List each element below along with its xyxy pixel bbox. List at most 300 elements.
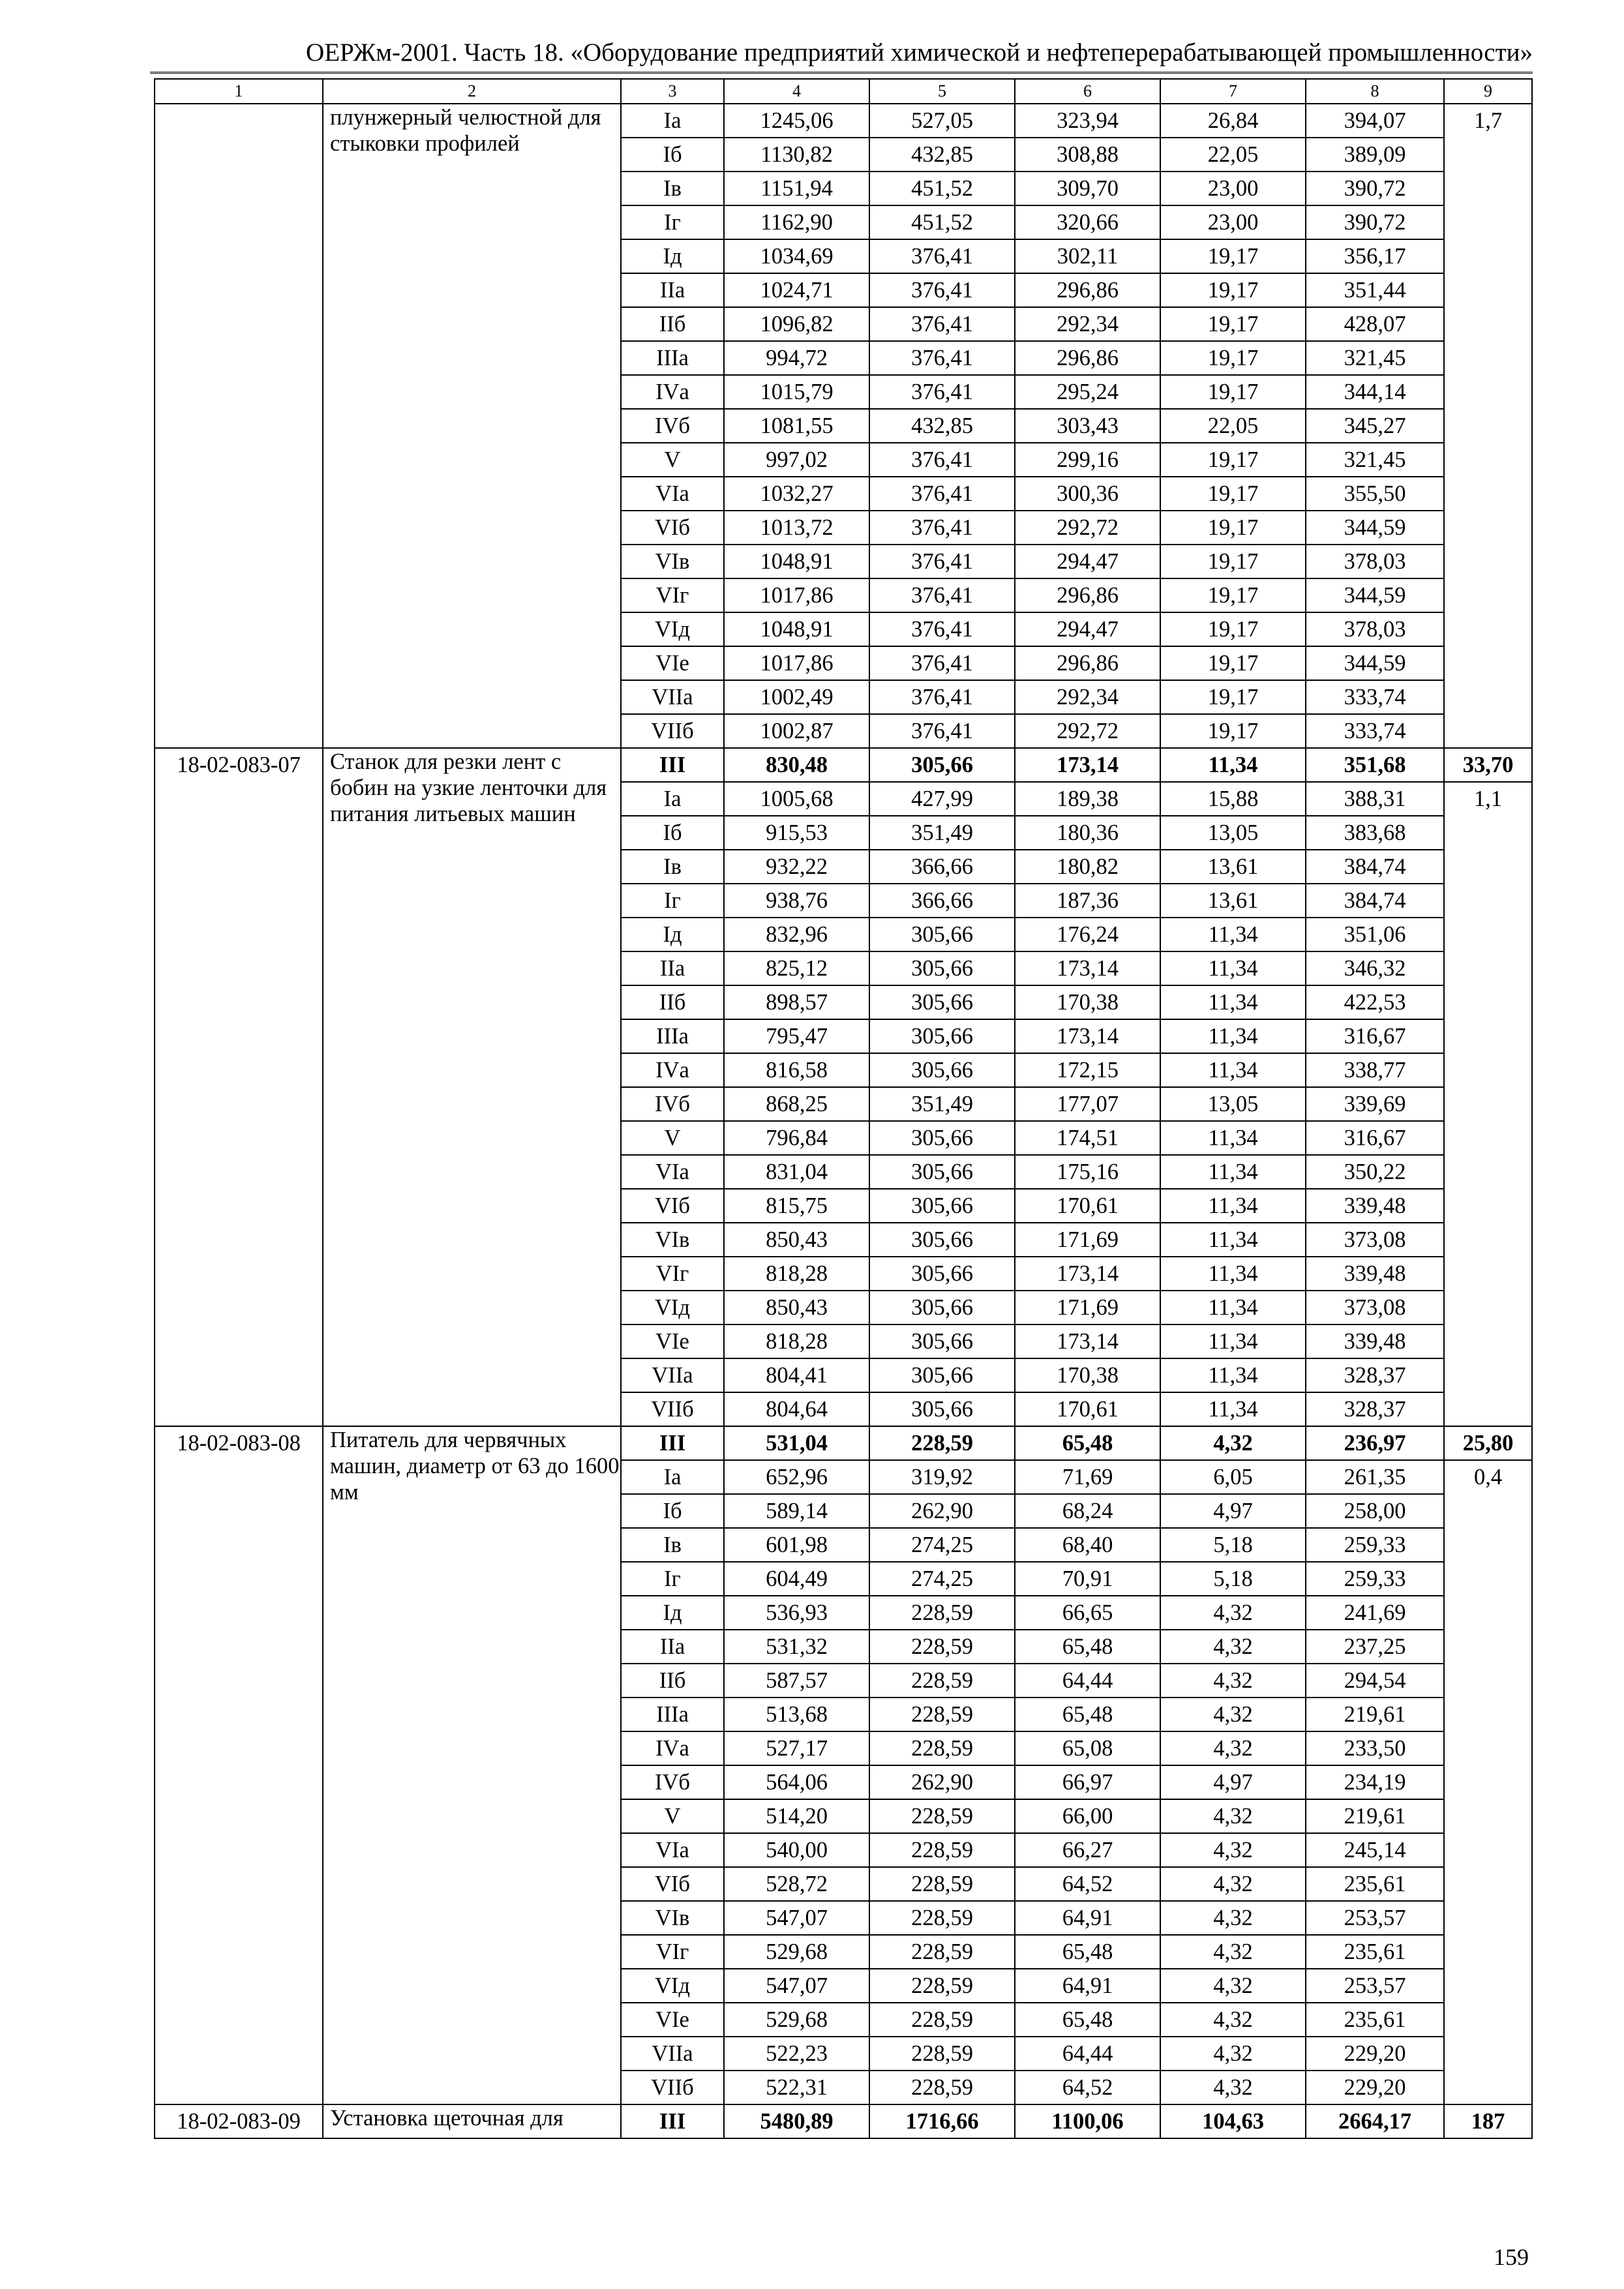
value-cell: 339,48 — [1306, 1257, 1444, 1291]
zone-cell: Iа — [621, 1460, 724, 1494]
zone-cell: IVб — [621, 409, 724, 443]
value-cell: 189,38 — [1015, 782, 1160, 816]
value-cell: 1015,79 — [724, 375, 869, 409]
zone-cell: Iа — [621, 782, 724, 816]
value-cell: 346,32 — [1306, 951, 1444, 985]
value-cell: 601,98 — [724, 1528, 869, 1562]
value-cell: 296,86 — [1015, 578, 1160, 612]
value-cell: 170,38 — [1015, 1358, 1160, 1392]
equipment-name: плунжерный челюстной для стыковки профилей — [323, 104, 621, 748]
value-cell: 4,32 — [1160, 2037, 1306, 2071]
value-cell: 4,32 — [1160, 1799, 1306, 1833]
zone-cell: IIа — [621, 273, 724, 307]
coefficient-cell: 1,7 — [1444, 104, 1532, 748]
value-cell: 451,52 — [869, 172, 1015, 205]
value-cell: 376,41 — [869, 477, 1015, 511]
value-cell: 296,86 — [1015, 341, 1160, 375]
zone-cell: VIIа — [621, 2037, 724, 2071]
value-cell: 938,76 — [724, 884, 869, 918]
value-cell: 804,64 — [724, 1392, 869, 1426]
value-cell: 345,27 — [1306, 409, 1444, 443]
value-cell: 300,36 — [1015, 477, 1160, 511]
value-cell: 376,41 — [869, 714, 1015, 748]
zone-cell: VIг — [621, 578, 724, 612]
value-cell: 173,14 — [1015, 1257, 1160, 1291]
coefficient-cell: 1,1 — [1444, 782, 1532, 1426]
value-cell: 1002,49 — [724, 680, 869, 714]
rate-code: 18-02-083-09 — [155, 2104, 323, 2138]
value-cell: 65,48 — [1015, 2003, 1160, 2037]
zone-cell: Iб — [621, 816, 724, 850]
value-cell: 994,72 — [724, 341, 869, 375]
value-cell: 376,41 — [869, 612, 1015, 646]
zone-cell: III — [621, 1426, 724, 1460]
value-cell: 547,07 — [724, 1969, 869, 2003]
value-cell: 26,84 — [1160, 104, 1306, 138]
value-cell: 11,34 — [1160, 1324, 1306, 1358]
value-cell: 305,66 — [869, 1019, 1015, 1053]
value-cell: 796,84 — [724, 1121, 869, 1155]
value-cell: 11,34 — [1160, 951, 1306, 985]
value-cell: 305,66 — [869, 1392, 1015, 1426]
value-cell: 299,16 — [1015, 443, 1160, 477]
column-number: 4 — [724, 79, 869, 104]
value-cell: 305,66 — [869, 1257, 1015, 1291]
value-cell: 229,20 — [1306, 2071, 1444, 2104]
value-cell: 294,47 — [1015, 612, 1160, 646]
value-cell: 366,66 — [869, 884, 1015, 918]
zone-cell: Iг — [621, 1562, 724, 1596]
value-cell: 4,32 — [1160, 1596, 1306, 1630]
value-cell: 339,48 — [1306, 1189, 1444, 1223]
value-cell: 373,08 — [1306, 1291, 1444, 1324]
value-cell: 4,32 — [1160, 1731, 1306, 1765]
value-cell: 305,66 — [869, 1324, 1015, 1358]
value-cell: 296,86 — [1015, 273, 1160, 307]
page-number: 159 — [1494, 2244, 1529, 2270]
value-cell: 228,59 — [869, 1731, 1015, 1765]
value-cell: 522,23 — [724, 2037, 869, 2071]
value-cell: 305,66 — [869, 1053, 1015, 1087]
value-cell: 261,35 — [1306, 1460, 1444, 1494]
value-cell: 344,59 — [1306, 578, 1444, 612]
value-cell: 13,61 — [1160, 884, 1306, 918]
column-number: 1 — [155, 79, 323, 104]
value-cell: 4,97 — [1160, 1765, 1306, 1799]
value-cell: 302,11 — [1015, 239, 1160, 273]
zone-cell: VIд — [621, 1969, 724, 2003]
value-cell: 5,18 — [1160, 1562, 1306, 1596]
value-cell: 228,59 — [869, 2037, 1015, 2071]
coefficient-cell: 25,80 — [1444, 1426, 1532, 1460]
zone-cell: IVб — [621, 1765, 724, 1799]
zone-cell: Iб — [621, 138, 724, 172]
value-cell: 373,08 — [1306, 1223, 1444, 1257]
value-cell: 514,20 — [724, 1799, 869, 1833]
zone-cell: III — [621, 2104, 724, 2138]
equipment-name: Питатель для червячных машин, диаметр от 63 до 1600 мм — [323, 1426, 621, 2104]
zone-cell: IIб — [621, 985, 724, 1019]
value-cell: 305,66 — [869, 1291, 1015, 1324]
value-cell: 292,72 — [1015, 714, 1160, 748]
value-cell: 292,72 — [1015, 511, 1160, 545]
zone-cell: VIа — [621, 1833, 724, 1867]
zone-cell: VIв — [621, 1223, 724, 1257]
value-cell: 1032,27 — [724, 477, 869, 511]
value-cell: 245,14 — [1306, 1833, 1444, 1867]
column-number-row — [155, 79, 1532, 104]
value-cell: 366,66 — [869, 850, 1015, 884]
value-cell: 68,24 — [1015, 1494, 1160, 1528]
value-cell: 305,66 — [869, 951, 1015, 985]
value-cell: 19,17 — [1160, 680, 1306, 714]
value-cell: 228,59 — [869, 1596, 1015, 1630]
value-cell: 305,66 — [869, 1155, 1015, 1189]
zone-cell: Iб — [621, 1494, 724, 1528]
value-cell: 305,66 — [869, 1358, 1015, 1392]
value-cell: 832,96 — [724, 918, 869, 951]
value-cell: 915,53 — [724, 816, 869, 850]
value-cell: 11,34 — [1160, 1257, 1306, 1291]
value-cell: 64,52 — [1015, 2071, 1160, 2104]
value-cell: 173,14 — [1015, 951, 1160, 985]
value-cell: 305,66 — [869, 985, 1015, 1019]
coefficient-cell: 33,70 — [1444, 748, 1532, 782]
value-cell: 4,97 — [1160, 1494, 1306, 1528]
value-cell: 1162,90 — [724, 205, 869, 239]
value-cell: 262,90 — [869, 1765, 1015, 1799]
coefficient-cell: 187 — [1444, 2104, 1532, 2138]
value-cell: 652,96 — [724, 1460, 869, 1494]
value-cell: 351,44 — [1306, 273, 1444, 307]
value-cell: 4,32 — [1160, 1901, 1306, 1935]
value-cell: 22,05 — [1160, 138, 1306, 172]
column-number: 5 — [869, 79, 1015, 104]
value-cell: 174,51 — [1015, 1121, 1160, 1155]
value-cell: 351,49 — [869, 1087, 1015, 1121]
zone-cell: IIб — [621, 1664, 724, 1698]
zone-cell: IIб — [621, 307, 724, 341]
zone-cell: VIб — [621, 511, 724, 545]
value-cell: 64,44 — [1015, 1664, 1160, 1698]
value-cell: 11,34 — [1160, 1223, 1306, 1257]
value-cell: 23,00 — [1160, 172, 1306, 205]
value-cell: 394,07 — [1306, 104, 1444, 138]
value-cell: 11,34 — [1160, 1121, 1306, 1155]
zone-cell: VIIб — [621, 714, 724, 748]
value-cell: 4,32 — [1160, 2071, 1306, 2104]
value-cell: 376,41 — [869, 511, 1015, 545]
value-cell: 4,32 — [1160, 2003, 1306, 2037]
value-cell: 529,68 — [724, 2003, 869, 2037]
value-cell: 219,61 — [1306, 1698, 1444, 1731]
value-cell: 171,69 — [1015, 1291, 1160, 1324]
zone-cell: Iг — [621, 205, 724, 239]
value-cell: 344,59 — [1306, 511, 1444, 545]
value-cell: 309,70 — [1015, 172, 1160, 205]
value-cell: 428,07 — [1306, 307, 1444, 341]
value-cell: 171,69 — [1015, 1223, 1160, 1257]
value-cell: 19,17 — [1160, 375, 1306, 409]
column-number: 7 — [1160, 79, 1306, 104]
value-cell: 339,69 — [1306, 1087, 1444, 1121]
value-cell: 71,69 — [1015, 1460, 1160, 1494]
value-cell: 1002,87 — [724, 714, 869, 748]
value-cell: 11,34 — [1160, 985, 1306, 1019]
value-cell: 19,17 — [1160, 307, 1306, 341]
value-cell: 529,68 — [724, 1935, 869, 1969]
value-cell: 378,03 — [1306, 545, 1444, 578]
value-cell: 527,05 — [869, 104, 1015, 138]
value-cell: 451,52 — [869, 205, 1015, 239]
zone-cell: Iд — [621, 239, 724, 273]
column-number: 8 — [1306, 79, 1444, 104]
value-cell: 868,25 — [724, 1087, 869, 1121]
value-cell: 19,17 — [1160, 273, 1306, 307]
value-cell: 818,28 — [724, 1324, 869, 1358]
value-cell: 339,48 — [1306, 1324, 1444, 1358]
value-cell: 228,59 — [869, 1630, 1015, 1664]
value-cell: 11,34 — [1160, 918, 1306, 951]
value-cell: 818,28 — [724, 1257, 869, 1291]
value-cell: 320,66 — [1015, 205, 1160, 239]
column-number: 2 — [323, 79, 621, 104]
value-cell: 305,66 — [869, 1223, 1015, 1257]
value-cell: 795,47 — [724, 1019, 869, 1053]
value-cell: 323,94 — [1015, 104, 1160, 138]
value-cell: 528,72 — [724, 1867, 869, 1901]
value-cell: 1024,71 — [724, 273, 869, 307]
value-cell: 1096,82 — [724, 307, 869, 341]
zone-cell: IVа — [621, 375, 724, 409]
zone-cell: VIд — [621, 1291, 724, 1324]
rate-code — [155, 104, 323, 748]
value-cell: 4,32 — [1160, 1426, 1306, 1460]
zone-cell: V — [621, 1799, 724, 1833]
value-cell: 66,97 — [1015, 1765, 1160, 1799]
value-cell: 305,66 — [869, 918, 1015, 951]
value-cell: 589,14 — [724, 1494, 869, 1528]
value-cell: 228,59 — [869, 1426, 1015, 1460]
zone-cell: Iв — [621, 850, 724, 884]
value-cell: 11,34 — [1160, 748, 1306, 782]
value-cell: 5,18 — [1160, 1528, 1306, 1562]
table-row — [155, 748, 1532, 782]
value-cell: 65,08 — [1015, 1731, 1160, 1765]
value-cell: 228,59 — [869, 1969, 1015, 2003]
zone-cell: Iв — [621, 1528, 724, 1562]
zone-cell: Iг — [621, 884, 724, 918]
value-cell: 172,15 — [1015, 1053, 1160, 1087]
value-cell: 13,05 — [1160, 816, 1306, 850]
value-cell: 305,66 — [869, 1121, 1015, 1155]
value-cell: 378,03 — [1306, 612, 1444, 646]
zone-cell: IIIа — [621, 341, 724, 375]
value-cell: 19,17 — [1160, 578, 1306, 612]
rates-table — [154, 78, 1533, 2139]
value-cell: 274,25 — [869, 1562, 1015, 1596]
value-cell: 173,14 — [1015, 1019, 1160, 1053]
zone-cell: V — [621, 443, 724, 477]
value-cell: 831,04 — [724, 1155, 869, 1189]
value-cell: 351,06 — [1306, 918, 1444, 951]
value-cell: 1017,86 — [724, 646, 869, 680]
value-cell: 333,74 — [1306, 714, 1444, 748]
value-cell: 66,00 — [1015, 1799, 1160, 1833]
value-cell: 351,49 — [869, 816, 1015, 850]
value-cell: 531,32 — [724, 1630, 869, 1664]
value-cell: 376,41 — [869, 646, 1015, 680]
value-cell: 356,17 — [1306, 239, 1444, 273]
value-cell: 355,50 — [1306, 477, 1444, 511]
value-cell: 422,53 — [1306, 985, 1444, 1019]
value-cell: 1034,69 — [724, 239, 869, 273]
value-cell: 4,32 — [1160, 1698, 1306, 1731]
zone-cell: IVа — [621, 1053, 724, 1087]
value-cell: 228,59 — [869, 1664, 1015, 1698]
zone-cell: Iв — [621, 172, 724, 205]
value-cell: 547,07 — [724, 1901, 869, 1935]
zone-cell: VIIа — [621, 680, 724, 714]
zone-cell: IIIа — [621, 1698, 724, 1731]
value-cell: 5480,89 — [724, 2104, 869, 2138]
value-cell: 1151,94 — [724, 172, 869, 205]
value-cell: 376,41 — [869, 273, 1015, 307]
zone-cell: VIд — [621, 612, 724, 646]
value-cell: 384,74 — [1306, 850, 1444, 884]
value-cell: 816,58 — [724, 1053, 869, 1087]
value-cell: 536,93 — [724, 1596, 869, 1630]
value-cell: 177,07 — [1015, 1087, 1160, 1121]
value-cell: 19,17 — [1160, 239, 1306, 273]
value-cell: 296,86 — [1015, 646, 1160, 680]
value-cell: 173,14 — [1015, 748, 1160, 782]
zone-cell: VIа — [621, 477, 724, 511]
zone-cell: Iд — [621, 918, 724, 951]
equipment-name: Установка щеточная для — [323, 2104, 621, 2138]
value-cell: 527,17 — [724, 1731, 869, 1765]
value-cell: 932,22 — [724, 850, 869, 884]
value-cell: 308,88 — [1015, 138, 1160, 172]
value-cell: 321,45 — [1306, 443, 1444, 477]
value-cell: 11,34 — [1160, 1189, 1306, 1223]
zone-cell: VIв — [621, 1901, 724, 1935]
value-cell: 564,06 — [724, 1765, 869, 1799]
value-cell: 4,32 — [1160, 1630, 1306, 1664]
zone-cell: IIа — [621, 1630, 724, 1664]
value-cell: 4,32 — [1160, 1664, 1306, 1698]
value-cell: 850,43 — [724, 1223, 869, 1257]
value-cell: 850,43 — [724, 1291, 869, 1324]
zone-cell: IVб — [621, 1087, 724, 1121]
value-cell: 22,05 — [1160, 409, 1306, 443]
value-cell: 187,36 — [1015, 884, 1160, 918]
value-cell: 228,59 — [869, 1867, 1015, 1901]
value-cell: 233,50 — [1306, 1731, 1444, 1765]
value-cell: 11,34 — [1160, 1291, 1306, 1324]
value-cell: 235,61 — [1306, 1935, 1444, 1969]
value-cell: 319,92 — [869, 1460, 1015, 1494]
value-cell: 513,68 — [724, 1698, 869, 1731]
column-number: 9 — [1444, 79, 1532, 104]
value-cell: 898,57 — [724, 985, 869, 1019]
zone-cell: VIг — [621, 1257, 724, 1291]
zone-cell: VIIа — [621, 1358, 724, 1392]
value-cell: 19,17 — [1160, 477, 1306, 511]
value-cell: 11,34 — [1160, 1053, 1306, 1087]
value-cell: 19,17 — [1160, 612, 1306, 646]
value-cell: 604,49 — [724, 1562, 869, 1596]
column-number: 6 — [1015, 79, 1160, 104]
zone-cell: IIа — [621, 951, 724, 985]
value-cell: 388,31 — [1306, 782, 1444, 816]
value-cell: 253,57 — [1306, 1901, 1444, 1935]
value-cell: 11,34 — [1160, 1392, 1306, 1426]
value-cell: 228,59 — [869, 2003, 1015, 2037]
value-cell: 68,40 — [1015, 1528, 1160, 1562]
value-cell: 65,48 — [1015, 1698, 1160, 1731]
table-row — [155, 1426, 1532, 1460]
zone-cell: VIе — [621, 646, 724, 680]
value-cell: 235,61 — [1306, 2003, 1444, 2037]
coefficient-cell: 0,4 — [1444, 1460, 1532, 2104]
value-cell: 531,04 — [724, 1426, 869, 1460]
value-cell: 64,91 — [1015, 1901, 1160, 1935]
rate-code: 18-02-083-07 — [155, 748, 323, 1426]
value-cell: 351,68 — [1306, 748, 1444, 782]
value-cell: 376,41 — [869, 239, 1015, 273]
value-cell: 305,66 — [869, 748, 1015, 782]
value-cell: 4,32 — [1160, 1969, 1306, 2003]
value-cell: 1130,82 — [724, 138, 869, 172]
rate-code: 18-02-083-08 — [155, 1426, 323, 2104]
value-cell: 292,34 — [1015, 680, 1160, 714]
value-cell: 236,97 — [1306, 1426, 1444, 1460]
value-cell: 274,25 — [869, 1528, 1015, 1562]
zone-cell: IVа — [621, 1731, 724, 1765]
value-cell: 228,59 — [869, 1799, 1015, 1833]
value-cell: 219,61 — [1306, 1799, 1444, 1833]
value-cell: 11,34 — [1160, 1019, 1306, 1053]
value-cell: 241,69 — [1306, 1596, 1444, 1630]
value-cell: 376,41 — [869, 341, 1015, 375]
value-cell: 376,41 — [869, 307, 1015, 341]
zone-cell: III — [621, 748, 724, 782]
value-cell: 180,82 — [1015, 850, 1160, 884]
value-cell: 295,24 — [1015, 375, 1160, 409]
zone-cell: VIб — [621, 1867, 724, 1901]
table-row — [155, 2104, 1532, 2138]
zone-cell: Iа — [621, 104, 724, 138]
value-cell: 376,41 — [869, 545, 1015, 578]
value-cell: 180,36 — [1015, 816, 1160, 850]
value-cell: 64,44 — [1015, 2037, 1160, 2071]
zone-cell: VIе — [621, 1324, 724, 1358]
value-cell: 235,61 — [1306, 1867, 1444, 1901]
zone-cell: VIIб — [621, 2071, 724, 2104]
value-cell: 4,32 — [1160, 1935, 1306, 1969]
value-cell: 1100,06 — [1015, 2104, 1160, 2138]
value-cell: 830,48 — [724, 748, 869, 782]
value-cell: 1005,68 — [724, 782, 869, 816]
value-cell: 13,05 — [1160, 1087, 1306, 1121]
value-cell: 1716,66 — [869, 2104, 1015, 2138]
value-cell: 173,14 — [1015, 1324, 1160, 1358]
value-cell: 253,57 — [1306, 1969, 1444, 2003]
value-cell: 303,43 — [1015, 409, 1160, 443]
zone-cell: VIв — [621, 545, 724, 578]
zone-cell: VIа — [621, 1155, 724, 1189]
